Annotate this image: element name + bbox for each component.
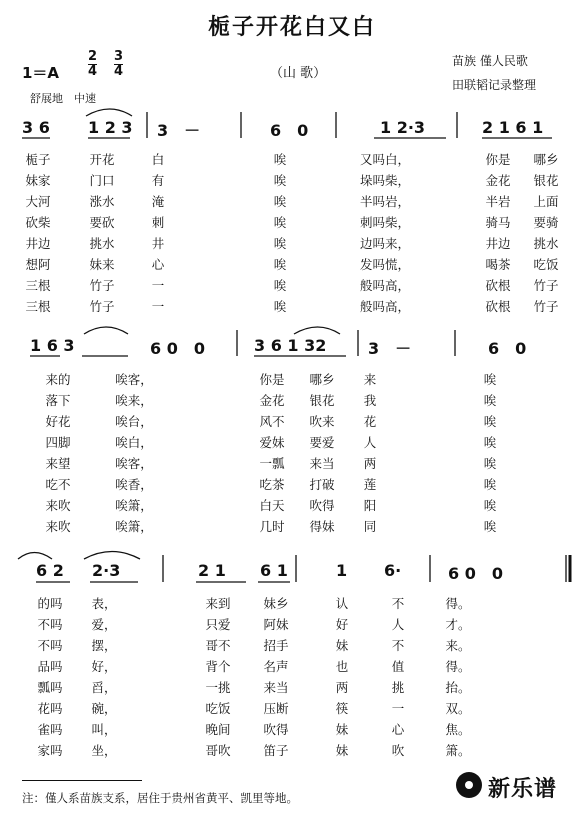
record-disc-icon bbox=[456, 772, 482, 798]
song-title: 栀子开花白又白 bbox=[207, 14, 376, 40]
note-group: 1 2 3 bbox=[88, 118, 133, 137]
note-group: 2 1 bbox=[198, 561, 226, 580]
system-3-lyrics: 的吗 表， 来到 妹乡 认 不 得。 不吗 爱， 只爱 阿妹 好 人 才。 不吗 摆， 哥不 招手 妹 不 来。 品吗 好， 背个 名声 也 值 得。 瓢吗 舀， 一挑 来当 两 挑 抬。 花吗 碗， 吃饭 压断 筷 一 双。 雀吗 叫， 晚间 吹得 妹 心 焦。 家吗 坐， 哥吹 笛子 妹 吹 箫。 bbox=[37, 596, 471, 758]
subtitle: （山 歌） bbox=[270, 66, 327, 81]
system-2-lyrics: 来的 唉客， 你是 哪乡 来 唉 落下 唉来， 金花 银花 我 唉 好花 唉台， 风不 吹来 花 唉 四脚 唉白， 爱妹 要爱 人 唉 来望 唉客， 一瓢 来当 两 唉 吃不 唉香， 吃茶 打破 莲 唉 来吹 唉箫， 白天 吹得 阳 唉 来吹 唉箫， 几时 得妹 同 唉 bbox=[45, 372, 497, 534]
note-group: 3 6 bbox=[22, 118, 50, 137]
note-group: 1 bbox=[336, 561, 348, 580]
note-group: 6· bbox=[384, 561, 402, 580]
note-group: 6 2 bbox=[36, 561, 64, 580]
meter-2: 3 4 bbox=[114, 49, 124, 79]
recorder: 田联韬记录整理 bbox=[452, 78, 537, 92]
note-group: 6 0 bbox=[270, 121, 309, 140]
source: 苗族 僅人民歌 bbox=[452, 54, 528, 68]
note-group: 2·3 bbox=[92, 561, 121, 580]
note-group: 1 6 3 bbox=[30, 336, 75, 355]
note-group: 2 1 6 1 bbox=[482, 118, 544, 137]
footnote-rule bbox=[22, 780, 142, 781]
footnote: 注：僅人系苗族支系，居住于贵州省黄平、凯里等地。 bbox=[22, 791, 298, 805]
system-1-lyrics: 栀子 开花 白 唉 又吗白， 你是 哪乡 妹家 门口 有 唉 垛吗柴， 金花 银花 大河 涨水 淹 唉 半吗岩， 半岩 上面 砍柴 要砍 刺 唉 刺吗柴， 骑马 要骑 井边 挑水 井 唉 边吗来， 井边 挑水 想阿 妹来 心 唉 发吗慌， 喝茶 吃饭 三根 竹子 一 唉 般吗高， 砍根 竹子 三根 竹子 一 唉 般吗高， 砍根 竹子 bbox=[25, 152, 559, 314]
note-group: 6 1 bbox=[260, 561, 288, 580]
site-logo[interactable]: 新乐谱 bbox=[488, 777, 558, 802]
tempo-marking: 舒展地 中速 bbox=[30, 92, 96, 105]
key-signature: 1＝A bbox=[22, 64, 60, 82]
note-group: 3 － bbox=[157, 121, 201, 140]
note-group: 3 － bbox=[368, 339, 412, 358]
note-group: 6 0 bbox=[488, 339, 527, 358]
meter-1: 2 4 bbox=[88, 49, 98, 79]
note-group: 6 0 0 bbox=[150, 339, 205, 358]
note-group: 1 2·3 bbox=[380, 118, 426, 137]
note-group: 3 6 1 32 bbox=[254, 336, 327, 355]
note-group: 6 0 0 bbox=[448, 564, 503, 583]
